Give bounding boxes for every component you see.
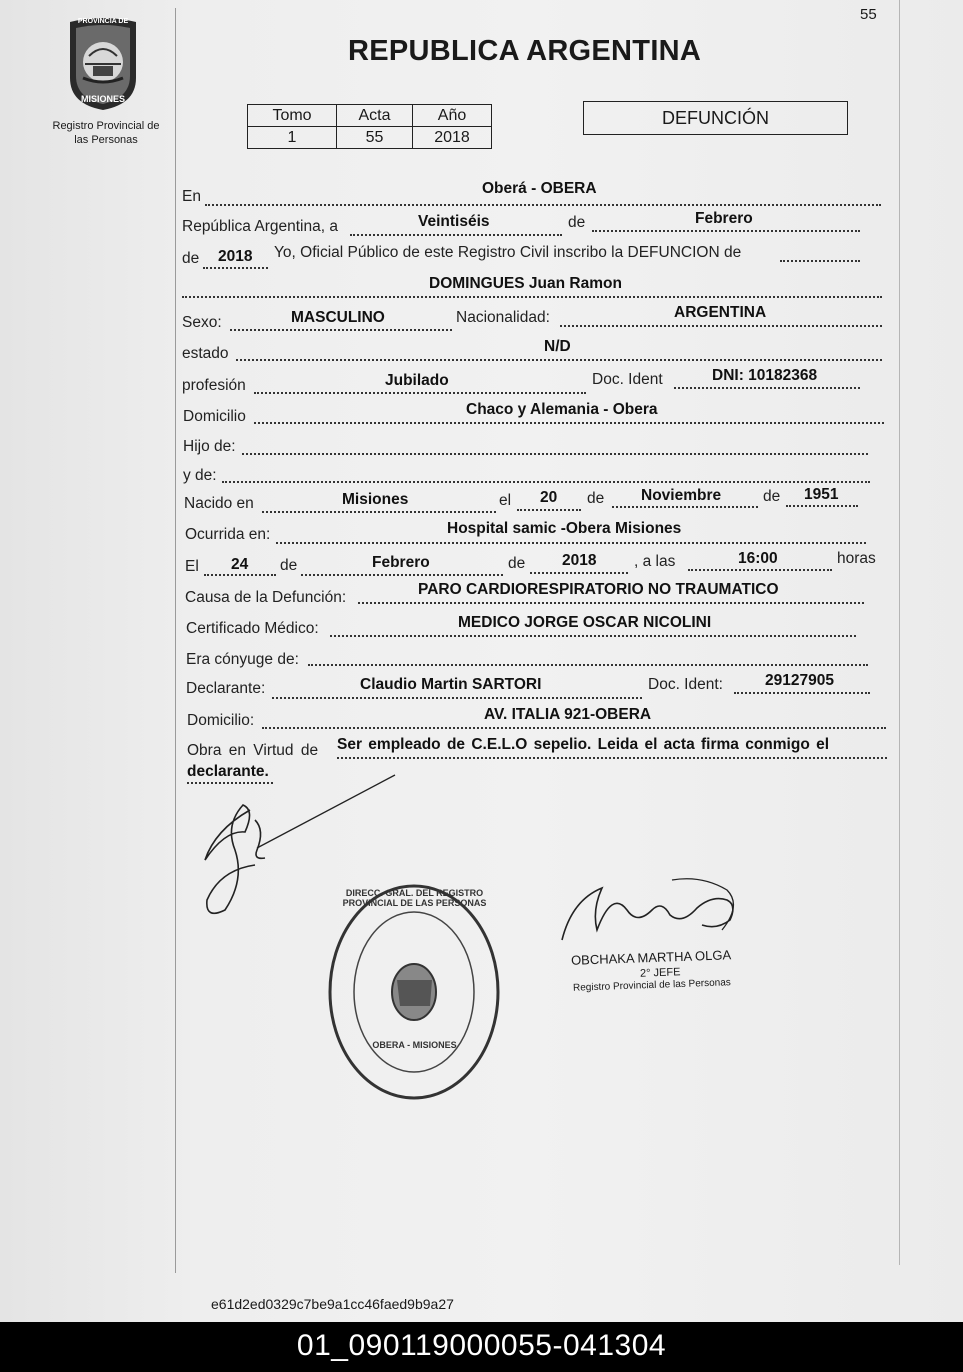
death-month-line xyxy=(301,574,503,576)
causa-line xyxy=(358,602,864,604)
nacido-en-value: Misiones xyxy=(342,491,409,508)
obra-line1 xyxy=(337,757,887,759)
deceased-name-value: DOMINGUES Juan Ramon xyxy=(429,275,622,292)
statement-line xyxy=(780,260,860,262)
statement-text: Yo, Oficial Público de este Registro Civil inscribo la DEFUNCION de xyxy=(274,244,742,261)
registry-seal xyxy=(322,880,507,1105)
hijo-de-label: Hijo de: xyxy=(183,438,236,455)
declarante-line xyxy=(272,697,642,699)
conyuge-line xyxy=(308,664,868,666)
birth-month-value: Noviembre xyxy=(641,487,722,504)
domicilio-label: Domicilio xyxy=(183,408,246,425)
year-line xyxy=(203,267,268,269)
official-role: 2° JEFE xyxy=(639,966,681,980)
doc-ident-label: Doc. Ident xyxy=(592,371,663,388)
registry-name-line1: Registro Provincial de xyxy=(52,120,160,132)
nacido-en-label: Nacido en xyxy=(184,495,254,512)
day-line xyxy=(350,234,562,236)
doc-ident-value: DNI: 10182368 xyxy=(712,367,818,384)
doc-ident2-label: Doc. Ident: xyxy=(648,676,723,693)
certificado-line xyxy=(330,635,856,637)
official-office: Registro Provincial de las Personas xyxy=(572,977,732,994)
obra-label: Obra en Virtud de xyxy=(187,742,319,759)
de-label: de xyxy=(568,214,586,231)
horas-label: horas xyxy=(837,550,876,567)
declarante-doc-line xyxy=(734,692,870,694)
en-label: En xyxy=(182,188,201,205)
month-value: Febrero xyxy=(695,210,753,227)
anio-header: Año xyxy=(413,105,492,127)
document-id: 01_090119000055-041304 xyxy=(296,1329,667,1362)
estado-value: N/D xyxy=(544,338,571,355)
document-hash: e61d2ed0329c7be9a1cc46faed9b9a27 xyxy=(211,1296,454,1312)
hour-line xyxy=(688,569,832,571)
death-day-value: 24 xyxy=(231,556,249,573)
republica-label: República Argentina, a xyxy=(182,218,338,235)
declarante-doc-value: 29127905 xyxy=(765,672,834,689)
profesion-line xyxy=(254,392,586,394)
year-value: 2018 xyxy=(218,248,253,265)
de-death-month-label: de xyxy=(280,557,298,574)
birth-year-value: 1951 xyxy=(804,486,839,503)
name-line xyxy=(182,296,882,298)
tomo-header: Tomo xyxy=(248,105,337,127)
birth-day-line xyxy=(517,509,581,511)
el-day-label: El xyxy=(185,558,199,575)
register-table xyxy=(247,104,492,149)
y-de-label: y de: xyxy=(183,467,217,484)
birth-day-value: 20 xyxy=(540,489,558,506)
act-type-label: DEFUNCIÓN xyxy=(662,108,769,128)
y-de-line xyxy=(222,481,870,483)
nacionalidad-value: ARGENTINA xyxy=(674,304,767,321)
nacido-en-line xyxy=(262,511,496,513)
nacionalidad-line xyxy=(560,325,882,327)
sexo-value: MASCULINO xyxy=(291,309,385,326)
day-words-value: Veintiséis xyxy=(418,213,490,230)
province-logo xyxy=(62,16,144,112)
domicilio-value: Chaco y Alemania - Obera xyxy=(466,401,658,418)
ocurrida-en-value: Hospital samic -Obera Misiones xyxy=(447,520,682,537)
acta-value: 55 xyxy=(337,127,413,149)
right-margin-line xyxy=(899,0,900,1265)
sexo-line xyxy=(230,329,452,331)
obra-text-line1: Ser empleado de C.E.L.O sepelio. Leida el acta firma conmigo el xyxy=(337,736,830,753)
tomo-value: 1 xyxy=(248,127,337,149)
causa-label: Causa de la Defunción: xyxy=(185,589,347,606)
logo-bottom-text: MISIONES xyxy=(80,94,125,104)
estado-line xyxy=(236,359,882,361)
de-year-label: de xyxy=(182,250,200,267)
hijo-de-line xyxy=(242,453,868,455)
anio-value: 2018 xyxy=(413,127,492,149)
domicilio-line xyxy=(254,422,884,424)
official-signature xyxy=(552,870,752,955)
place-value: Oberá - OBERA xyxy=(482,180,597,197)
certificado-value: MEDICO JORGE OSCAR NICOLINI xyxy=(458,614,712,631)
el-label: el xyxy=(499,492,512,509)
domicilio2-line xyxy=(262,727,886,729)
official-name: OBCHAKA MARTHA OLGA xyxy=(570,947,732,968)
en-line xyxy=(205,204,881,206)
hour-value: 16:00 xyxy=(738,550,778,567)
conyuge-label: Era cónyuge de: xyxy=(186,651,299,668)
profesion-value: Jubilado xyxy=(385,372,449,389)
a-las-label: , a las xyxy=(634,553,676,570)
ocurrida-en-label: Ocurrida en: xyxy=(185,526,271,543)
seal-inner-text: OBERA - MISIONES xyxy=(372,1040,457,1050)
domicilio2-label: Domicilio: xyxy=(187,712,255,729)
causa-value: PARO CARDIORESPIRATORIO NO TRAUMATICO xyxy=(418,581,779,598)
declarante-value: Claudio Martin SARTORI xyxy=(360,676,542,693)
death-year-line xyxy=(530,572,628,574)
de-death-year-label: de xyxy=(508,555,526,572)
profesion-label: profesión xyxy=(182,377,246,394)
de-birth-year-label: de xyxy=(763,488,781,505)
act-type-box xyxy=(583,101,848,135)
logo-top-text: PROVINCIA DE xyxy=(77,18,129,25)
nacionalidad-label: Nacionalidad: xyxy=(456,309,550,326)
doc-ident-line xyxy=(674,387,860,389)
death-year-value: 2018 xyxy=(562,552,597,569)
page-number: 55 xyxy=(860,6,877,23)
left-margin-line xyxy=(175,8,176,1273)
domicilio-declarante-value: AV. ITALIA 921-OBERA xyxy=(484,706,652,723)
ocurrida-en-line xyxy=(276,542,866,544)
declarante-label: Declarante: xyxy=(186,680,266,697)
registry-name-line2: las Personas xyxy=(74,134,138,146)
month-line xyxy=(592,230,860,232)
document-title: REPUBLICA ARGENTINA xyxy=(348,35,702,67)
birth-year-line xyxy=(786,505,858,507)
estado-label: estado xyxy=(182,345,229,362)
acta-header: Acta xyxy=(337,105,413,127)
sexo-label: Sexo: xyxy=(182,314,222,331)
death-day-line xyxy=(204,574,276,576)
death-month-value: Febrero xyxy=(372,554,430,571)
birth-month-line xyxy=(612,506,758,508)
document-id-bar xyxy=(0,1322,963,1372)
de-month-label: de xyxy=(587,490,605,507)
obra-text-line2: declarante. xyxy=(187,763,269,780)
certificado-label: Certificado Médico: xyxy=(186,620,319,637)
seal-outer-text: DIRECC. GRAL. DEL REGISTRO PROVINCIAL DE LAS PERSONAS xyxy=(342,888,487,908)
